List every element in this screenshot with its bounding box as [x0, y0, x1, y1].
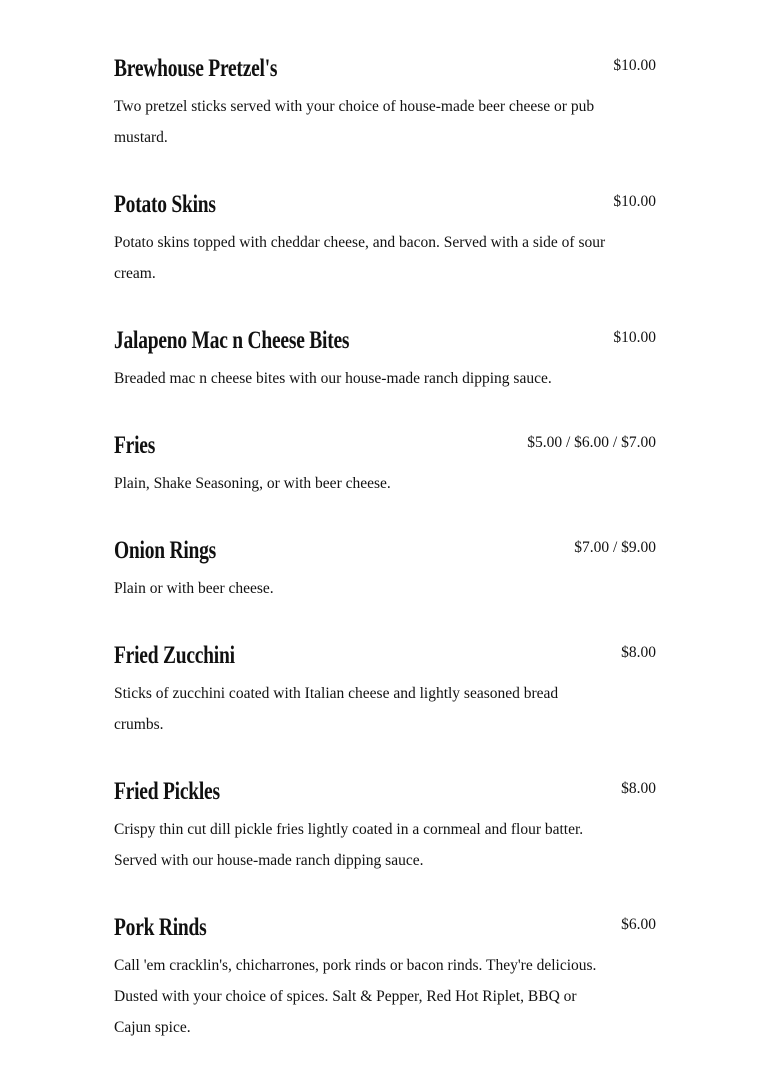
item-name: Onion Rings [114, 537, 217, 564]
item-name: Pork Rinds [114, 914, 207, 941]
menu-list [114, 55, 656, 1081]
item-description: Breaded mac n cheese bites with our house-made ranch dipping sauce. [114, 370, 552, 387]
item-price: $10.00 [613, 329, 656, 346]
item-name: Brewhouse Pretzel's [114, 55, 278, 82]
menu-item [114, 55, 656, 153]
item-description: Crispy thin cut dill pickle fries lightly coated in a cornmeal and flour batter. Served with our house-made ranch dipping sauce. [114, 821, 584, 869]
item-price: $5.00 / $6.00 / $7.00 [527, 434, 656, 451]
menu-item [114, 191, 656, 289]
item-price: $7.00 / $9.00 [574, 539, 656, 556]
item-price: $6.00 [621, 916, 656, 933]
item-price: $10.00 [613, 57, 656, 74]
item-price: $8.00 [621, 780, 656, 797]
item-description: Plain, Shake Seasoning, or with beer cheese. [114, 475, 391, 492]
menu-item [114, 778, 656, 876]
item-description: Two pretzel sticks served with your choice of house-made beer cheese or pub mustard. [114, 98, 595, 146]
item-name: Fried Zucchini [114, 642, 235, 669]
item-name: Potato Skins [114, 191, 216, 218]
menu-item [114, 914, 656, 1043]
item-description: Call 'em cracklin's, chicharrones, pork rinds or bacon rinds. They're delicious. Dusted with your choice of spices. Salt & Pepper, Red Hot Riplet, BBQ or Cajun spice. [114, 957, 597, 1036]
item-description: Potato skins topped with cheddar cheese, and bacon. Served with a side of sour cream. [114, 234, 606, 282]
menu-item [114, 327, 656, 394]
item-name: Jalapeno Mac n Cheese Bites [114, 327, 350, 354]
item-name: Fries [114, 432, 156, 459]
menu-item [114, 537, 656, 604]
item-price: $10.00 [613, 193, 656, 210]
item-description: Sticks of zucchini coated with Italian cheese and lightly seasoned bread crumbs. [114, 685, 559, 733]
menu-item [114, 642, 656, 740]
item-description: Plain or with beer cheese. [114, 580, 274, 597]
menu-item [114, 432, 656, 499]
item-name: Fried Pickles [114, 778, 220, 805]
item-price: $8.00 [621, 644, 656, 661]
